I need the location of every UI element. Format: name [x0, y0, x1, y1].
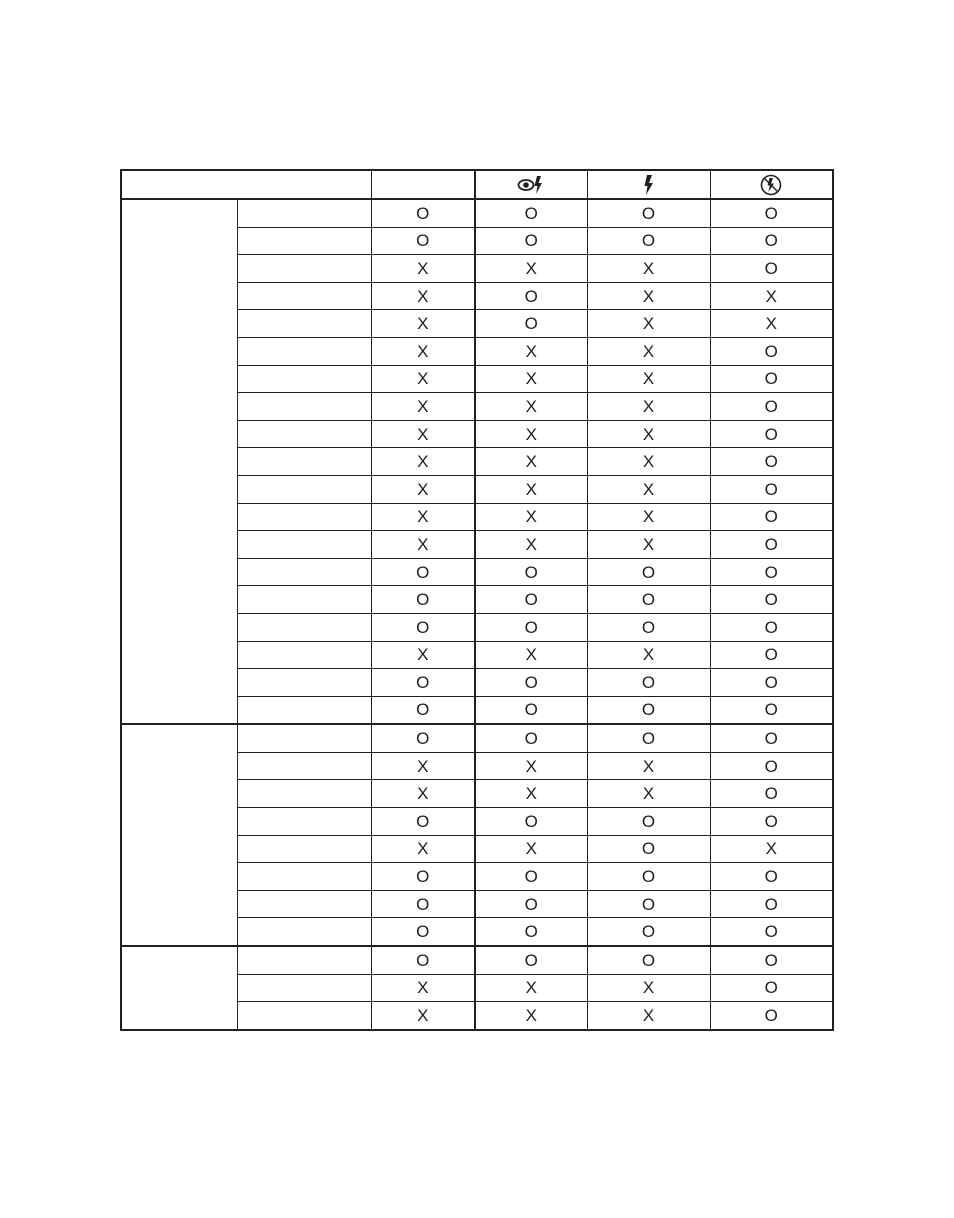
availability-cell	[475, 420, 587, 448]
available-mark: O	[764, 231, 778, 251]
available-mark: O	[764, 922, 778, 942]
availability-cell	[475, 724, 587, 752]
available-mark: O	[524, 729, 538, 749]
available-mark: O	[764, 258, 778, 278]
availability-cell	[475, 586, 587, 614]
table-row	[121, 199, 833, 227]
available-mark: O	[416, 562, 430, 582]
availability-cell	[371, 199, 475, 227]
available-mark: O	[416, 590, 430, 610]
available-mark: O	[641, 811, 656, 831]
available-mark: O	[764, 479, 778, 499]
availability-cell	[371, 310, 475, 338]
available-mark: O	[524, 894, 538, 914]
group-label-cell	[121, 724, 237, 946]
unavailable-mark: X	[417, 645, 429, 665]
available-mark: O	[416, 894, 430, 914]
available-mark: O	[764, 452, 778, 472]
availability-cell	[475, 337, 587, 365]
setting-label-cell	[237, 420, 371, 448]
group-label-cell	[121, 199, 237, 724]
available-mark: O	[641, 672, 656, 692]
available-mark: O	[764, 645, 778, 665]
availability-cell	[587, 863, 710, 891]
availability-cell	[710, 863, 833, 891]
setting-label-cell	[237, 890, 371, 918]
available-mark: O	[641, 922, 656, 942]
available-mark: O	[764, 562, 778, 582]
unavailable-mark: X	[642, 258, 655, 278]
unavailable-mark: X	[642, 396, 655, 416]
available-mark: O	[416, 203, 430, 223]
available-mark: O	[764, 700, 778, 720]
availability-cell	[475, 475, 587, 503]
availability-cell	[710, 835, 833, 863]
unavailable-mark: X	[525, 341, 537, 361]
availability-cell	[371, 752, 475, 780]
available-mark: O	[764, 894, 778, 914]
availability-cell	[371, 863, 475, 891]
available-mark: O	[764, 950, 778, 970]
availability-cell	[587, 780, 710, 808]
available-mark: O	[416, 867, 430, 887]
available-mark: O	[641, 562, 656, 582]
setting-label-cell	[237, 282, 371, 310]
availability-cell	[371, 337, 475, 365]
availability-cell	[475, 946, 587, 974]
unavailable-mark: X	[417, 286, 429, 306]
available-mark: O	[641, 839, 656, 859]
availability-cell	[371, 420, 475, 448]
setting-label-cell	[237, 586, 371, 614]
available-mark: O	[524, 922, 538, 942]
unavailable-mark: X	[642, 978, 655, 998]
unavailable-mark: X	[642, 314, 655, 334]
available-mark: O	[524, 231, 538, 251]
unavailable-mark: X	[642, 452, 655, 472]
unavailable-mark: X	[765, 839, 777, 859]
available-mark: O	[764, 867, 778, 887]
unavailable-mark: X	[417, 452, 429, 472]
availability-cell	[475, 641, 587, 669]
availability-cell	[475, 863, 587, 891]
availability-cell	[371, 641, 475, 669]
flash-off-icon	[760, 174, 782, 196]
header-blank-setting	[121, 170, 371, 199]
unavailable-mark: X	[417, 978, 429, 998]
availability-cell	[587, 890, 710, 918]
available-mark: O	[524, 672, 538, 692]
red-eye-flash-icon	[517, 175, 545, 195]
available-mark: O	[416, 672, 430, 692]
available-mark: O	[641, 617, 656, 637]
availability-cell	[587, 641, 710, 669]
availability-cell	[475, 835, 587, 863]
header-row	[121, 170, 833, 199]
setting-label-cell	[237, 946, 371, 974]
available-mark: O	[641, 203, 656, 223]
unavailable-mark: X	[642, 369, 655, 389]
availability-cell	[371, 393, 475, 421]
unavailable-mark: X	[525, 978, 537, 998]
availability-cell	[587, 475, 710, 503]
availability-cell	[371, 946, 475, 974]
available-mark: O	[764, 784, 778, 804]
unavailable-mark: X	[642, 507, 655, 527]
availability-cell	[587, 448, 710, 476]
availability-cell	[475, 696, 587, 724]
availability-cell	[587, 255, 710, 283]
unavailable-mark: X	[417, 341, 429, 361]
availability-cell	[710, 946, 833, 974]
availability-cell	[371, 558, 475, 586]
available-mark: O	[416, 922, 430, 942]
availability-cell	[371, 669, 475, 697]
setting-label-cell	[237, 808, 371, 836]
availability-cell	[475, 310, 587, 338]
available-mark: O	[416, 617, 430, 637]
availability-cell	[371, 613, 475, 641]
unavailable-mark: X	[417, 507, 429, 527]
availability-cell	[710, 890, 833, 918]
availability-cell	[587, 613, 710, 641]
availability-cell	[710, 752, 833, 780]
availability-cell	[475, 613, 587, 641]
unavailable-mark: X	[417, 396, 429, 416]
available-mark: O	[764, 756, 778, 776]
unavailable-mark: X	[525, 369, 537, 389]
availability-cell	[710, 780, 833, 808]
available-mark: O	[764, 1006, 778, 1026]
availability-cell	[371, 890, 475, 918]
unavailable-mark: X	[525, 756, 537, 776]
availability-cell	[587, 808, 710, 836]
availability-cell	[710, 255, 833, 283]
availability-cell	[587, 282, 710, 310]
availability-cell	[587, 696, 710, 724]
availability-cell	[710, 365, 833, 393]
setting-label-cell	[237, 835, 371, 863]
availability-cell	[587, 558, 710, 586]
availability-cell	[587, 503, 710, 531]
unavailable-mark: X	[642, 341, 655, 361]
group-label-cell	[121, 946, 237, 1030]
setting-label-cell	[237, 780, 371, 808]
availability-cell	[371, 586, 475, 614]
unavailable-mark: X	[525, 507, 537, 527]
availability-cell	[710, 696, 833, 724]
availability-cell	[371, 724, 475, 752]
availability-cell	[710, 669, 833, 697]
unavailable-mark: X	[642, 756, 655, 776]
setting-label-cell	[237, 393, 371, 421]
availability-cell	[587, 1002, 710, 1030]
availability-cell	[587, 420, 710, 448]
availability-cell	[371, 365, 475, 393]
availability-cell	[371, 227, 475, 255]
header-flash-off	[710, 170, 833, 199]
available-mark: O	[524, 203, 538, 223]
availability-cell	[371, 503, 475, 531]
availability-cell	[710, 724, 833, 752]
availability-cell	[710, 808, 833, 836]
unavailable-mark: X	[642, 286, 655, 306]
availability-cell	[371, 835, 475, 863]
unavailable-mark: X	[417, 1006, 429, 1026]
availability-cell	[475, 227, 587, 255]
available-mark: O	[764, 507, 778, 527]
available-mark: O	[416, 729, 430, 749]
available-mark: O	[416, 700, 430, 720]
available-mark: O	[764, 729, 778, 749]
available-mark: O	[524, 950, 538, 970]
available-mark: O	[524, 286, 538, 306]
availability-cell	[587, 669, 710, 697]
unavailable-mark: X	[525, 452, 537, 472]
unavailable-mark: X	[417, 534, 429, 554]
available-mark: O	[524, 867, 538, 887]
availability-cell	[371, 531, 475, 559]
available-mark: O	[641, 867, 656, 887]
setting-label-cell	[237, 613, 371, 641]
availability-cell	[475, 780, 587, 808]
availability-cell	[587, 531, 710, 559]
available-mark: O	[641, 231, 656, 251]
availability-cell	[371, 255, 475, 283]
setting-label-cell	[237, 337, 371, 365]
setting-label-cell	[237, 255, 371, 283]
availability-cell	[587, 835, 710, 863]
availability-cell	[587, 365, 710, 393]
available-mark: O	[416, 811, 430, 831]
availability-cell	[475, 808, 587, 836]
availability-cell	[710, 310, 833, 338]
available-mark: O	[764, 369, 778, 389]
availability-cell	[475, 199, 587, 227]
unavailable-mark: X	[525, 396, 537, 416]
header-forced-flash	[587, 170, 710, 199]
availability-cell	[710, 641, 833, 669]
available-mark: O	[524, 700, 538, 720]
availability-cell	[710, 531, 833, 559]
unavailable-mark: X	[525, 645, 537, 665]
unavailable-mark: X	[525, 424, 537, 444]
available-mark: O	[764, 672, 778, 692]
unavailable-mark: X	[765, 286, 777, 306]
unavailable-mark: X	[417, 756, 429, 776]
unavailable-mark: X	[417, 839, 429, 859]
available-mark: O	[641, 590, 656, 610]
availability-cell	[587, 918, 710, 946]
unavailable-mark: X	[417, 258, 429, 278]
availability-cell	[475, 448, 587, 476]
available-mark: O	[764, 590, 778, 610]
availability-cell	[710, 448, 833, 476]
unavailable-mark: X	[525, 784, 537, 804]
availability-cell	[475, 393, 587, 421]
available-mark: O	[524, 562, 538, 582]
availability-cell	[710, 974, 833, 1002]
availability-cell	[475, 365, 587, 393]
forced-flash-icon	[642, 174, 656, 196]
setting-label-cell	[237, 918, 371, 946]
availability-cell	[710, 1002, 833, 1030]
setting-label-cell	[237, 365, 371, 393]
unavailable-mark: X	[417, 369, 429, 389]
unavailable-mark: X	[525, 479, 537, 499]
availability-cell	[587, 752, 710, 780]
setting-label-cell	[237, 558, 371, 586]
setting-label-cell	[237, 475, 371, 503]
availability-cell	[587, 227, 710, 255]
unavailable-mark: X	[642, 424, 655, 444]
flash-compatibility-table	[120, 169, 834, 1031]
availability-cell	[475, 1002, 587, 1030]
available-mark: O	[524, 314, 538, 334]
availability-cell	[371, 475, 475, 503]
availability-cell	[371, 282, 475, 310]
availability-cell	[710, 337, 833, 365]
setting-label-cell	[237, 227, 371, 255]
setting-label-cell	[237, 199, 371, 227]
availability-cell	[710, 558, 833, 586]
available-mark: O	[764, 811, 778, 831]
unavailable-mark: X	[525, 258, 537, 278]
setting-label-cell	[237, 503, 371, 531]
setting-label-cell	[237, 448, 371, 476]
available-mark: O	[416, 231, 430, 251]
availability-cell	[475, 531, 587, 559]
setting-label-cell	[237, 310, 371, 338]
setting-label-cell	[237, 669, 371, 697]
availability-cell	[475, 918, 587, 946]
availability-cell	[587, 724, 710, 752]
availability-cell	[371, 696, 475, 724]
availability-cell	[710, 613, 833, 641]
availability-cell	[587, 337, 710, 365]
available-mark: O	[764, 203, 778, 223]
available-mark: O	[641, 894, 656, 914]
unavailable-mark: X	[417, 314, 429, 334]
availability-cell	[371, 1002, 475, 1030]
unavailable-mark: X	[642, 645, 655, 665]
availability-cell	[710, 393, 833, 421]
availability-cell	[475, 669, 587, 697]
unavailable-mark: X	[417, 784, 429, 804]
header-blank-auto	[371, 170, 475, 199]
availability-cell	[587, 946, 710, 974]
available-mark: O	[641, 700, 656, 720]
table-row	[121, 946, 833, 974]
available-mark: O	[764, 424, 778, 444]
setting-label-cell	[237, 863, 371, 891]
availability-cell	[710, 227, 833, 255]
availability-cell	[710, 475, 833, 503]
available-mark: O	[524, 590, 538, 610]
setting-label-cell	[237, 696, 371, 724]
availability-cell	[587, 199, 710, 227]
unavailable-mark: X	[525, 839, 537, 859]
available-mark: O	[764, 341, 778, 361]
unavailable-mark: X	[417, 424, 429, 444]
setting-label-cell	[237, 974, 371, 1002]
available-mark: O	[524, 811, 538, 831]
setting-label-cell	[237, 1002, 371, 1030]
availability-cell	[710, 586, 833, 614]
unavailable-mark: X	[525, 1006, 537, 1026]
availability-cell	[710, 503, 833, 531]
availability-cell	[587, 586, 710, 614]
availability-cell	[710, 199, 833, 227]
unavailable-mark: X	[417, 479, 429, 499]
availability-cell	[710, 282, 833, 310]
availability-cell	[371, 974, 475, 1002]
table-body	[121, 199, 833, 1030]
unavailable-mark: X	[642, 479, 655, 499]
available-mark: O	[764, 978, 778, 998]
availability-cell	[475, 974, 587, 1002]
availability-cell	[371, 448, 475, 476]
availability-cell	[371, 780, 475, 808]
setting-label-cell	[237, 724, 371, 752]
available-mark: O	[524, 617, 538, 637]
available-mark: O	[764, 617, 778, 637]
availability-cell	[475, 503, 587, 531]
available-mark: O	[641, 729, 656, 749]
availability-cell	[475, 282, 587, 310]
availability-cell	[710, 420, 833, 448]
unavailable-mark: X	[525, 534, 537, 554]
availability-cell	[475, 890, 587, 918]
availability-cell	[475, 255, 587, 283]
setting-label-cell	[237, 752, 371, 780]
availability-cell	[587, 974, 710, 1002]
header-red-eye	[475, 170, 587, 199]
table-row	[121, 724, 833, 752]
setting-label-cell	[237, 641, 371, 669]
available-mark: O	[764, 396, 778, 416]
availability-cell	[371, 808, 475, 836]
availability-cell	[710, 918, 833, 946]
availability-cell	[475, 752, 587, 780]
unavailable-mark: X	[642, 1006, 655, 1026]
availability-cell	[475, 558, 587, 586]
unavailable-mark: X	[642, 534, 655, 554]
available-mark: O	[641, 950, 656, 970]
availability-cell	[371, 918, 475, 946]
availability-cell	[587, 393, 710, 421]
availability-cell	[587, 310, 710, 338]
setting-label-cell	[237, 531, 371, 559]
unavailable-mark: X	[642, 784, 655, 804]
available-mark: O	[764, 534, 778, 554]
unavailable-mark: X	[765, 314, 777, 334]
available-mark: O	[416, 950, 430, 970]
